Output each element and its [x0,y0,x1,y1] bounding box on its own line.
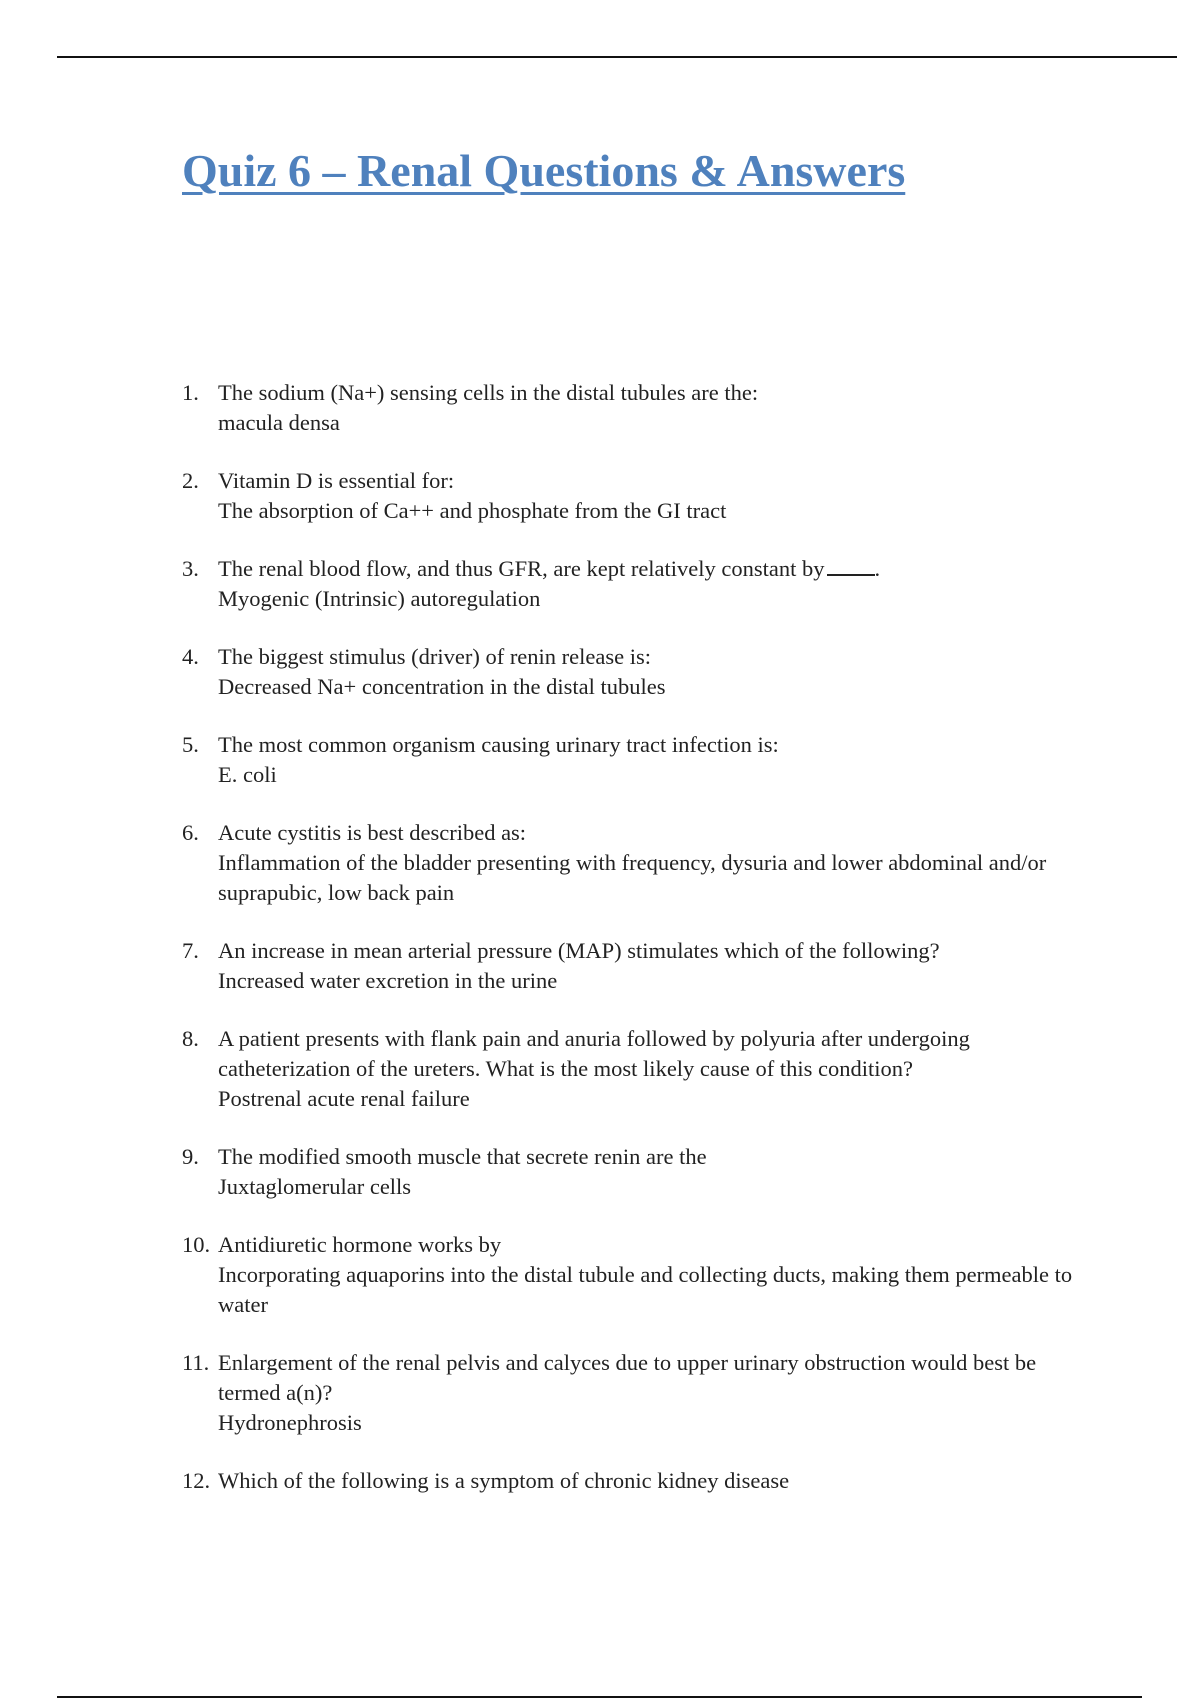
question-text: The sodium (Na+) sensing cells in the distal tubules are the: [218,380,759,405]
question-text: The modified smooth muscle that secrete renin are the [218,1144,707,1169]
question-number: 12. [182,1468,211,1493]
question-text: Enlargement of the renal pelvis and calyces due to upper urinary obstruction would best be termed a(n)? [218,1350,1037,1405]
answer-text: Increased water excretion in the urine [218,968,558,993]
fill-in-blank [827,554,875,576]
page-title: Quiz 6 – Renal Questions & Answers [182,145,906,196]
question-item [182,1466,1082,1496]
question-text: Acute cystitis is best described as: [218,820,527,845]
question-text: An increase in mean arterial pressure (MAP) stimulates which of the following? [218,938,940,963]
question-number: 6. [182,820,199,845]
question-item [182,1142,1082,1202]
question-item [182,818,1082,908]
question-number: 4. [182,644,199,669]
question-number: 5. [182,732,199,757]
question-item [182,554,1082,614]
answer-text: Myogenic (Intrinsic) autoregulation [218,586,541,611]
answer-text: E. coli [218,762,277,787]
answer-text: Postrenal acute renal failure [218,1086,470,1111]
question-text: The renal blood flow, and thus GFR, are kept relatively constant by [218,556,825,581]
question-number: 3. [182,556,199,581]
question-number: 10. [182,1232,211,1257]
question-number: 7. [182,938,199,963]
question-number: 9. [182,1144,199,1169]
question-item [182,466,1082,526]
answer-text: The absorption of Ca++ and phosphate from the GI tract [218,498,727,523]
answer-text: Hydronephrosis [218,1410,362,1435]
header-rule [57,56,1177,58]
question-text: A patient presents with flank pain and anuria followed by polyuria after undergoing catheterization of the ureters. What is the most likely cause of this condition? [218,1026,970,1081]
question-text-end: . [874,556,881,581]
answer-text: Juxtaglomerular cells [218,1174,412,1199]
question-number: 2. [182,468,199,493]
question-item [182,936,1082,996]
footer-rule [57,1696,1142,1698]
question-number: 8. [182,1026,199,1051]
question-item [182,642,1082,702]
answer-text: Inflammation of the bladder presenting with frequency, dysuria and lower abdominal and/or suprapubic, low back pain [218,850,1047,905]
question-number: 11. [182,1350,210,1375]
question-item [182,1024,1082,1114]
question-item [182,1230,1082,1320]
answer-text: Incorporating aquaporins into the distal tubule and collecting ducts, making them permeable to water [218,1262,1073,1317]
question-list [182,378,1082,1524]
question-text: Which of the following is a symptom of chronic kidney disease [218,1468,790,1493]
question-text-line [218,554,1082,584]
question-text: The most common organism causing urinary tract infection is: [218,732,779,757]
question-text: Antidiuretic hormone works by [218,1232,502,1257]
question-item [182,730,1082,790]
answer-text: Decreased Na+ concentration in the distal tubules [218,674,666,699]
question-item [182,378,1082,438]
answer-text: macula densa [218,410,340,435]
question-item [182,1348,1082,1438]
question-number: 1. [182,380,199,405]
question-text: Vitamin D is essential for: [218,468,455,493]
question-text: The biggest stimulus (driver) of renin release is: [218,644,652,669]
